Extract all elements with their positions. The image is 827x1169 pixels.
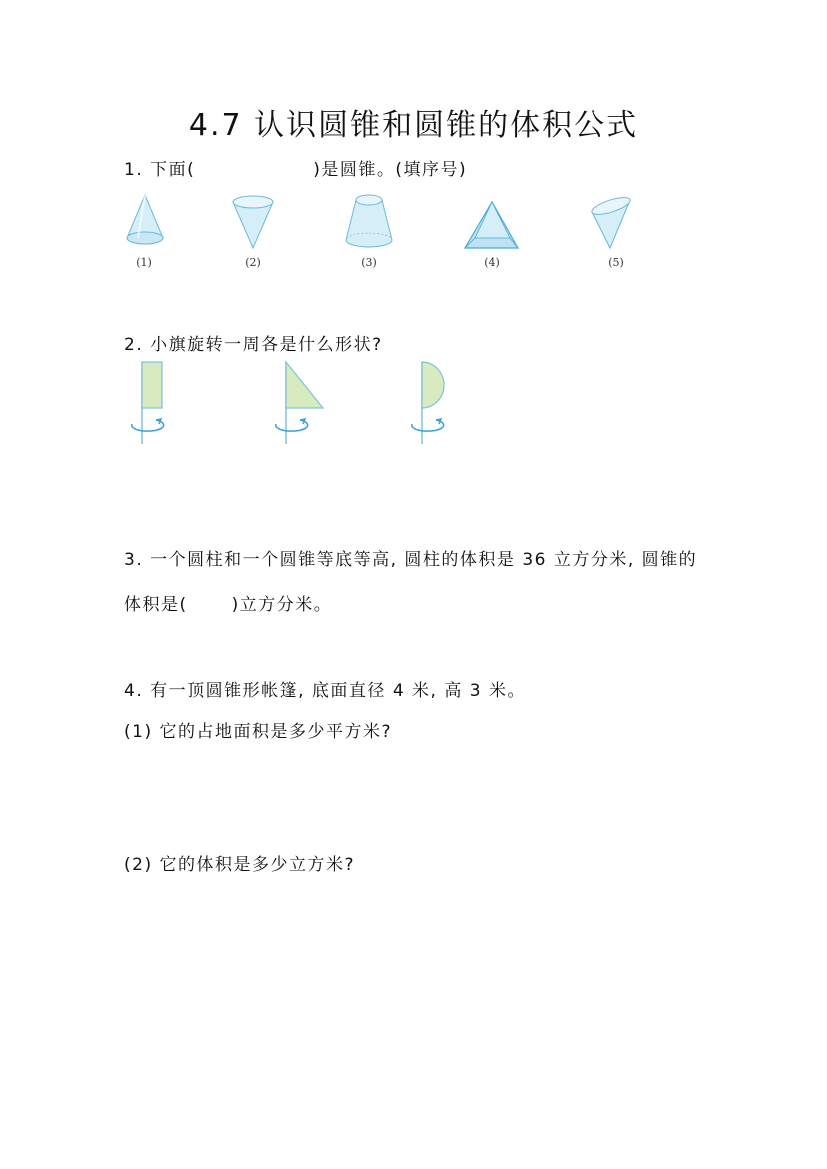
rectangle-flag-figure — [132, 362, 164, 444]
q3-prefix: 体积是( — [124, 595, 188, 615]
question-4-part-1: (1) 它的占地面积是多少平方米? — [124, 722, 393, 742]
upright-cone-figure — [127, 195, 163, 244]
question-1 — [124, 155, 467, 180]
q1-suffix: )是圆锥。(填序号) — [313, 160, 468, 180]
triangle-flag-figure — [276, 362, 323, 444]
question-3-line-1: 3. 一个圆柱和一个圆锥等底等高, 圆柱的体积是 36 立方分米, 圆锥的 — [124, 550, 698, 570]
pyramid-figure — [465, 202, 518, 248]
question-4: 4. 有一顶圆锥形帐篷, 底面直径 4 米, 高 3 米。 — [124, 681, 526, 701]
tilted-cone-figure — [590, 194, 632, 248]
question-2: 2. 小旗旋转一周各是什么形状? — [124, 335, 383, 355]
question-3-line-2 — [124, 590, 332, 615]
page-title: 4.7 认识圆锥和圆锥的体积公式 — [188, 108, 639, 143]
q1-figures — [120, 190, 660, 260]
q2-flags — [118, 360, 478, 450]
figure-label-2: (2) — [245, 256, 261, 269]
q3-suffix: )立方分米。 — [231, 595, 333, 615]
frustum-figure — [346, 195, 392, 247]
q1-prefix: 1. 下面( — [124, 160, 196, 180]
question-4-part-2: (2) 它的体积是多少立方米? — [124, 855, 356, 875]
inverted-cone-figure — [233, 196, 273, 248]
figure-label-3: (3) — [361, 256, 377, 269]
q4-part-2-answer-area[interactable] — [124, 880, 704, 1080]
figure-label-5: (5) — [608, 256, 624, 269]
figure-label-4: (4) — [484, 256, 500, 269]
q4-part-1-answer-area[interactable] — [124, 745, 704, 845]
figure-label-1: (1) — [136, 256, 152, 269]
semicircle-flag-figure — [412, 362, 444, 444]
